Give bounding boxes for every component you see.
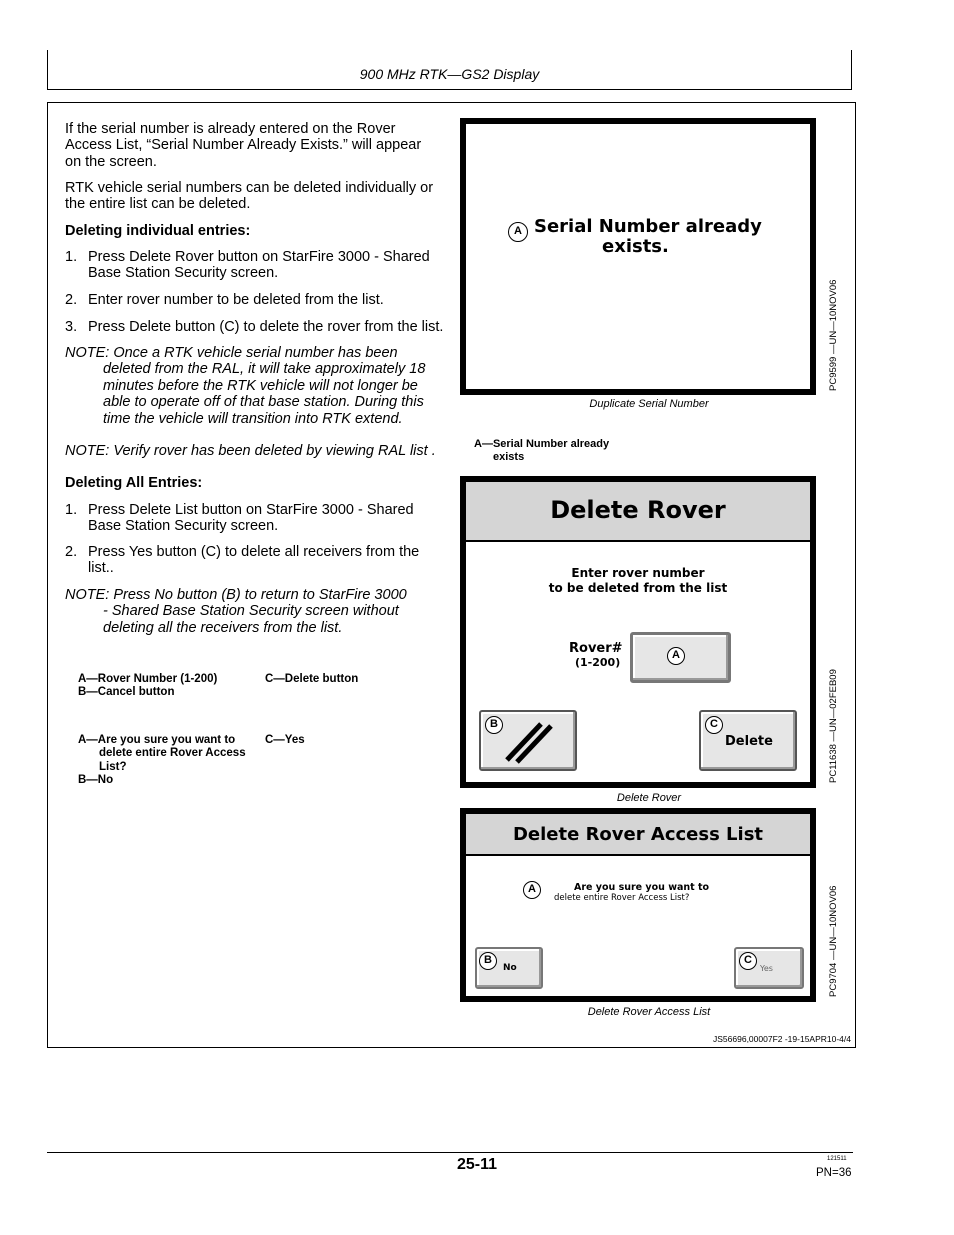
text-line: able to operate off of that base station. During this bbox=[103, 394, 424, 411]
text-line: deleted from the RAL, it will take approximately 18 bbox=[103, 361, 426, 378]
title-bar bbox=[466, 482, 810, 542]
section-title: 900 MHz RTK—GS2 Display bbox=[359, 66, 540, 82]
message-line: Serial Number already bbox=[534, 216, 762, 237]
text-line: RTK vehicle serial numbers can be deleted individually or bbox=[65, 180, 434, 196]
text-line: Access List, “Serial Number Already Exists.” will appear bbox=[65, 137, 422, 154]
step-text: Enter rover number to be deleted from the list. bbox=[88, 292, 384, 308]
screen-delete-rover bbox=[460, 476, 816, 788]
callout-c: C bbox=[705, 716, 723, 734]
legend-item: A—Are you sure you want to bbox=[78, 734, 236, 746]
legend-item: B—Cancel button bbox=[78, 686, 175, 699]
legend-item: exists bbox=[493, 451, 525, 464]
step-list-item bbox=[65, 502, 455, 536]
step-list-item bbox=[65, 292, 455, 309]
screen-title: Delete Rover bbox=[550, 496, 726, 524]
footer-code: 121511 bbox=[827, 1156, 847, 1162]
step-list-item bbox=[65, 544, 455, 578]
cancel-icon bbox=[503, 720, 553, 764]
text-line: NOTE: Once a RTK vehicle serial number has been bbox=[65, 345, 398, 361]
callout-b: B bbox=[485, 716, 503, 734]
footer-rule bbox=[47, 1152, 853, 1153]
note-ral-timing bbox=[65, 345, 425, 427]
text-line: Base Station Security screen. bbox=[88, 518, 279, 535]
text-line: the entire list can be deleted. bbox=[65, 196, 251, 213]
step-text bbox=[88, 502, 414, 535]
delete-button[interactable] bbox=[699, 710, 797, 771]
heading-individual: Deleting individual entries: bbox=[65, 223, 251, 239]
step-number: 2. bbox=[65, 544, 78, 560]
screen-delete-list bbox=[460, 808, 816, 1002]
cancel-button[interactable] bbox=[479, 710, 577, 771]
prompt-line: Enter rover number bbox=[571, 566, 705, 580]
legend-item: A—Serial Number already bbox=[474, 438, 610, 450]
figure-caption: Duplicate Serial Number bbox=[589, 398, 709, 410]
intro-paragraph bbox=[65, 121, 421, 170]
legend-delete-list bbox=[78, 734, 246, 787]
text-line: minutes before the RTK vehicle will not longer be bbox=[103, 377, 418, 394]
text-line: deleting all the receivers from the list. bbox=[103, 619, 343, 636]
step-number: 2. bbox=[65, 292, 78, 308]
callout-b: B bbox=[479, 952, 497, 970]
no-button[interactable] bbox=[475, 947, 543, 989]
yes-button[interactable] bbox=[734, 947, 804, 989]
question-line: delete entire Rover Access List? bbox=[554, 893, 690, 903]
step-number: 3. bbox=[65, 319, 78, 335]
callout-a: A bbox=[667, 647, 685, 665]
yes-label: Yes bbox=[760, 964, 773, 973]
legend-item: delete entire Rover Access bbox=[99, 747, 246, 760]
legend-item: List? bbox=[99, 760, 127, 773]
legend-delete-list-c: C—Yes bbox=[265, 734, 305, 746]
step-list-item bbox=[65, 249, 455, 283]
text-line: Base Station Security screen. bbox=[88, 265, 279, 282]
step-text bbox=[88, 544, 419, 577]
callout-a: A bbox=[508, 222, 528, 242]
running-header bbox=[47, 50, 852, 90]
document-reference: JS56696,00007F2 -19-15APR10-4/4 bbox=[713, 1034, 851, 1044]
legend-item: A—Rover Number (1-200) bbox=[78, 673, 218, 685]
figure-code: PC9599 —UN—10NOV06 bbox=[828, 279, 839, 391]
heading-all: Deleting All Entries: bbox=[65, 475, 203, 491]
text-line: time the vehicle will transition into RTK extend. bbox=[103, 410, 403, 427]
text-line: on the screen. bbox=[65, 153, 157, 170]
callout-a: A bbox=[523, 881, 541, 899]
figure-code: PC11638 —UN—02FEB09 bbox=[828, 669, 839, 783]
figure-caption: Delete Rover Access List bbox=[587, 1006, 711, 1018]
text-line: Press Delete List button on StarFire 3000 - Shared bbox=[88, 502, 414, 518]
prompt-line: to be deleted from the list bbox=[548, 581, 728, 595]
delete-label: Delete bbox=[725, 734, 773, 749]
screen-area bbox=[466, 124, 810, 389]
question-line: Are you sure you want to bbox=[574, 882, 710, 893]
rover-range: (1-200) bbox=[575, 656, 621, 669]
legend-item: B—No bbox=[78, 773, 114, 786]
text-line: NOTE: Press No button (B) to return to StarFire 3000 bbox=[65, 587, 407, 603]
text-line: Press Delete Rover button on StarFire 3000 - Shared bbox=[88, 249, 430, 265]
note-verify: NOTE: Verify rover has been deleted by viewing RAL list . bbox=[65, 443, 436, 459]
legend-delete-rover-c: C—Delete button bbox=[265, 673, 359, 685]
step-number: 1. bbox=[65, 502, 78, 518]
screen-title: Delete Rover Access List bbox=[512, 824, 764, 845]
rover-label: Rover# bbox=[569, 641, 623, 656]
screen-duplicate-serial bbox=[460, 118, 816, 395]
title-bar bbox=[466, 814, 810, 856]
text-line: If the serial number is already entered on the Rover bbox=[65, 121, 396, 137]
legend-delete-rover bbox=[78, 673, 217, 700]
text-line: list.. bbox=[88, 560, 114, 577]
pn-number: PN=36 bbox=[816, 1167, 852, 1179]
no-label: No bbox=[503, 963, 517, 973]
text-line: - Shared Base Station Security screen without bbox=[103, 603, 399, 620]
rover-number-field[interactable] bbox=[630, 632, 731, 683]
text-line: Press Yes button (C) to delete all receivers from the bbox=[88, 544, 420, 560]
screen-area bbox=[466, 814, 810, 996]
screen-area bbox=[466, 482, 810, 782]
figure-legend bbox=[474, 438, 609, 465]
step-text bbox=[88, 249, 430, 282]
figure-code: PC9704 —UN—10NOV06 bbox=[828, 885, 839, 997]
message-line: exists. bbox=[602, 236, 669, 257]
page-number: 25-11 bbox=[456, 1156, 498, 1173]
step-text: Press Delete button (C) to delete the rover from the list. bbox=[88, 319, 444, 335]
step-number: 1. bbox=[65, 249, 78, 265]
note-no-button bbox=[65, 587, 407, 636]
step-list-item bbox=[65, 319, 455, 336]
deletion-paragraph bbox=[65, 180, 433, 213]
callout-c: C bbox=[739, 952, 757, 970]
figure-caption: Delete Rover bbox=[616, 792, 682, 804]
